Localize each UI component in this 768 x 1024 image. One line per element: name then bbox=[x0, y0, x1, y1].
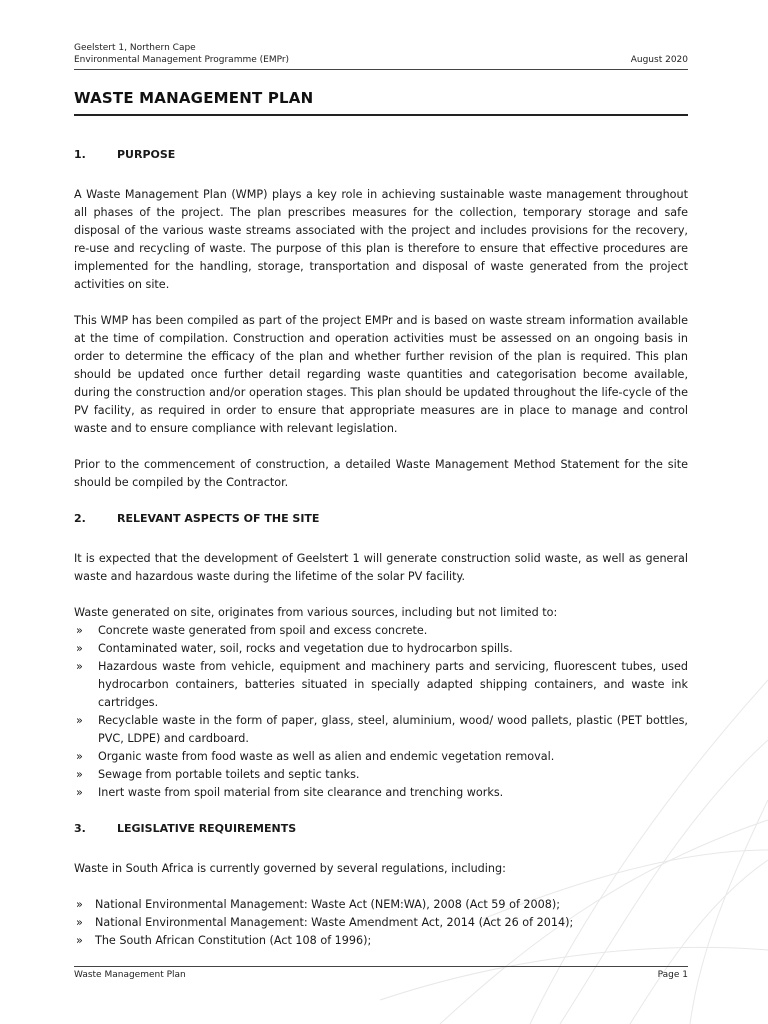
header-project: Geelstert 1, Northern Cape bbox=[74, 43, 196, 53]
list-item bbox=[74, 914, 688, 932]
bullet-marker: » bbox=[76, 642, 83, 655]
list-item-text: Recyclable waste in the form of paper, glass, steel, aluminium, wood/ wood pallets, plastic (PET bottles, PVC, LDPE) and cardboard. bbox=[98, 714, 688, 745]
list-item-text: Inert waste from spoil material from site clearance and trenching works. bbox=[98, 786, 504, 799]
document-body bbox=[74, 146, 688, 950]
bullet-marker: » bbox=[76, 916, 83, 929]
footer-divider bbox=[74, 966, 688, 967]
bullet-marker: » bbox=[76, 624, 83, 637]
list-item-text: Contaminated water, soil, rocks and vegetation due to hydrocarbon spills. bbox=[98, 642, 513, 655]
paragraph: A Waste Management Plan (WMP) plays a key role in achieving sustainable waste management throughout all phases of the project. The plan prescribes measures for the collection, temporary storage and safe disposal of the various waste streams associated with the project and includes provisions for the recovery, re-use and recycling of waste. The purpose of this plan is therefore to ensure that effective procedures are implemented for the handling, storage, transportation and disposal of waste generated from the project activities on site. bbox=[74, 188, 688, 291]
list-item bbox=[74, 784, 688, 802]
paragraph: Prior to the commencement of construction, a detailed Waste Management Method Statement for the site should be compiled by the Contractor. bbox=[74, 458, 688, 489]
bullet-marker: » bbox=[76, 750, 83, 763]
header-document: Environmental Management Programme (EMPr) bbox=[74, 55, 290, 65]
list-item-text: Sewage from portable toilets and septic tanks. bbox=[98, 768, 360, 781]
page-footer bbox=[74, 969, 688, 981]
section-title: LEGISLATIVE REQUIREMENTS bbox=[117, 822, 297, 835]
list-item bbox=[74, 896, 688, 914]
footer-document-title: Waste Management Plan bbox=[74, 970, 186, 980]
list-item-text: Hazardous waste from vehicle, equipment and machinery parts and servicing, fluorescent tubes, used hydrocarbon containers, batteries situated in specially adapted shipping containers, and waste ink cartridges. bbox=[98, 660, 688, 709]
page-number: Page 1 bbox=[657, 970, 688, 980]
title-divider bbox=[74, 114, 688, 116]
header-divider bbox=[74, 69, 688, 70]
section-title: PURPOSE bbox=[117, 148, 176, 161]
waste-sources-list bbox=[74, 622, 688, 802]
bullet-marker: » bbox=[76, 898, 83, 911]
legislation-list bbox=[74, 896, 688, 950]
list-item-text: Concrete waste generated from spoil and excess concrete. bbox=[98, 624, 428, 637]
list-item bbox=[74, 658, 688, 712]
paragraph: Waste generated on site, originates from various sources, including but not limited to: bbox=[74, 606, 558, 619]
paragraph: This WMP has been compiled as part of the project EMPr and is based on waste stream information available at the time of compilation. Construction and operation activities must be assessed on an ongoing basis in order to determine the efficacy of the plan and whether further revision of the plan is required. This plan should be updated once further detail regarding waste quantities and categorisation become available, during the construction and/or operation stages. This plan should be updated throughout the life-cycle of the PV facility, as required in order to ensure that appropriate measures are in place to manage and control waste and to ensure compliance with relevant legislation. bbox=[74, 314, 688, 435]
bullet-marker: » bbox=[76, 768, 83, 781]
section-title: RELEVANT ASPECTS OF THE SITE bbox=[117, 512, 320, 525]
section-heading-purpose bbox=[74, 146, 688, 164]
bullet-marker: » bbox=[76, 786, 83, 799]
section-number: 1. bbox=[74, 148, 86, 161]
header-date: August 2020 bbox=[630, 55, 688, 65]
paragraph: It is expected that the development of Geelstert 1 will generate construction solid waste, as well as general waste and hazardous waste during the lifetime of the solar PV facility. bbox=[74, 552, 688, 583]
list-item-text: National Environmental Management: Waste Act (NEM:WA), 2008 (Act 59 of 2008); bbox=[95, 898, 561, 911]
list-item bbox=[74, 932, 688, 950]
list-item bbox=[74, 622, 688, 640]
paragraph: Waste in South Africa is currently governed by several regulations, including: bbox=[74, 862, 506, 875]
list-item-text: Organic waste from food waste as well as alien and endemic vegetation removal. bbox=[98, 750, 555, 763]
section-number: 2. bbox=[74, 512, 86, 525]
page-title: WASTE MANAGEMENT PLAN bbox=[74, 89, 314, 107]
page-header bbox=[74, 42, 688, 66]
list-item-text: National Environmental Management: Waste Amendment Act, 2014 (Act 26 of 2014); bbox=[95, 916, 574, 929]
list-item bbox=[74, 748, 688, 766]
bullet-marker: » bbox=[76, 660, 83, 673]
section-number: 3. bbox=[74, 822, 86, 835]
list-item bbox=[74, 712, 688, 748]
list-item-text: The South African Constitution (Act 108 of 1996); bbox=[95, 934, 372, 947]
list-item bbox=[74, 766, 688, 784]
list-item bbox=[74, 640, 688, 658]
bullet-marker: » bbox=[76, 934, 83, 947]
section-heading-site-aspects bbox=[74, 510, 688, 528]
section-heading-legislative bbox=[74, 820, 688, 838]
bullet-marker: » bbox=[76, 714, 83, 727]
